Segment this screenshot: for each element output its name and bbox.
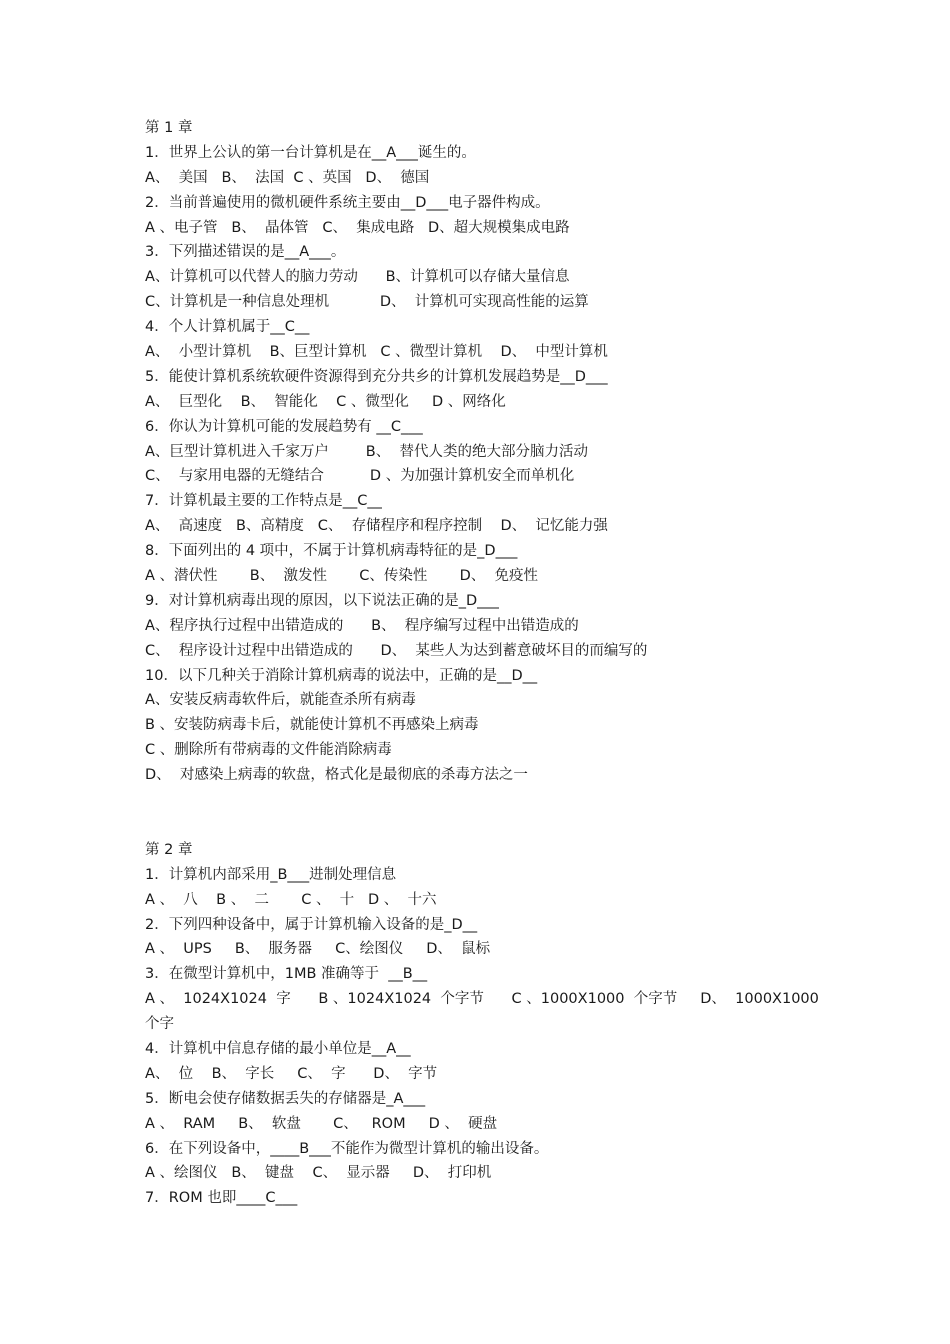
chapter-gap [145,788,845,838]
question-1-5: 5．能使计算机系统软硬件资源得到充分共乡的计算机发展趋势是__D___ [145,368,608,385]
option-1-10-d: D、 对感染上病毒的软盘，格式化是最彻底的杀毒方法之一 [145,767,528,784]
chapter-1 [145,116,845,788]
options-1-9-ab: A、程序执行过程中出错造成的 B、 程序编写过程中出错造成的 [145,617,579,634]
options-1-4: A、 小型计算机 B、巨型计算机 C 、微型计算机 D、 中型计算机 [145,344,608,361]
options-1-3-ab: A、计算机可以代替人的脑力劳动 B、计算机可以存储大量信息 [145,269,570,286]
options-2-3-wrap: 个字 [145,1016,174,1033]
options-2-1: A 、 八 B 、 二 C 、 十 D 、 十六 [145,891,437,908]
question-1-2: 2．当前普遍使用的微机硬件系统主要由__D___电子器件构成。 [145,194,550,211]
question-1-10: 10．以下几种关于消除计算机病毒的说法中，正确的是__D__ [145,667,538,684]
option-1-10-b: B 、安装防病毒卡后，就能使计算机不再感染上病毒 [145,717,479,734]
options-1-1: A、 美国 B、 法国 C 、英国 D、 德国 [145,169,430,186]
option-1-10-a: A、安装反病毒软件后，就能查杀所有病毒 [145,692,416,709]
question-2-2: 2．下列四种设备中，属于计算机输入设备的是_D__ [145,916,478,933]
options-1-9-cd: C、 程序设计过程中出错造成的 D、 某些人为达到蓄意破坏目的而编写的 [145,642,648,659]
options-1-8: A 、潜伏性 B、 激发性 C、传染性 D、 免疫性 [145,568,538,585]
options-2-6: A 、绘图仪 B、 键盘 C、 显示器 D、 打印机 [145,1165,492,1182]
question-1-3: 3．下列描述错误的是__A___。 [145,244,346,261]
options-1-3-cd: C、计算机是一种信息处理机 D、 计算机可实现高性能的运算 [145,294,589,311]
options-1-6-cd: C、 与家用电器的无缝结合 D 、为加强计算机安全而单机化 [145,468,575,485]
question-2-6: 6．在下列设备中，____B___不能作为微型计算机的输出设备。 [145,1140,549,1157]
options-2-4: A、 位 B、 字长 C、 字 D、 字节 [145,1065,438,1082]
question-1-4: 4．个人计算机属于__C__ [145,319,310,336]
question-2-3: 3．在微型计算机中，1MB 准确等于 __B__ [145,966,428,983]
question-1-1: 1．世界上公认的第一台计算机是在__A___诞生的。 [145,144,476,161]
chapter-2-heading: 第 2 章 [145,841,193,858]
options-1-6-ab: A、巨型计算机进入千家万户 B、 替代人类的绝大部分脑力活动 [145,443,588,460]
options-1-7: A、 高速度 B、高精度 C、 存储程序和程序控制 D、 记忆能力强 [145,518,608,535]
options-1-2: A 、电子管 B、 晶体管 C、 集成电路 D、超大规模集成电路 [145,219,570,236]
options-2-5: A 、 RAM B、 软盘 C、 ROM D 、 硬盘 [145,1115,498,1132]
chapter-2 [145,838,845,1211]
option-1-10-c: C 、删除所有带病毒的文件能消除病毒 [145,742,392,759]
options-2-3: A 、 1024X1024 字 B 、1024X1024 个字节 C 、1000X1000 个字节 D、 1000X1000 [145,991,819,1008]
chapter-1-heading: 第 1 章 [145,120,193,136]
question-2-5: 5．断电会使存储数据丢失的存储器是_A___ [145,1090,426,1107]
question-2-1: 1．计算机内部采用_B___进制处理信息 [145,866,397,883]
document-page [145,116,845,1211]
question-1-9: 9．对计算机病毒出现的原因，以下说法正确的是_D___ [145,592,499,609]
options-1-5: A、 巨型化 B、 智能化 C 、微型化 D 、网络化 [145,393,506,410]
question-1-6: 6．你认为计算机可能的发展趋势有 __C___ [145,418,423,435]
question-2-7: 7．ROM 也即____C___ [145,1190,298,1207]
options-2-2: A 、 UPS B、 服务器 C、绘图仪 D、 鼠标 [145,941,491,958]
question-1-7: 7．计算机最主要的工作特点是__C__ [145,493,382,510]
question-2-4: 4．计算机中信息存储的最小单位是__A__ [145,1040,411,1057]
question-1-8: 8．下面列出的 4 项中，不属于计算机病毒特征的是_D___ [145,543,518,560]
